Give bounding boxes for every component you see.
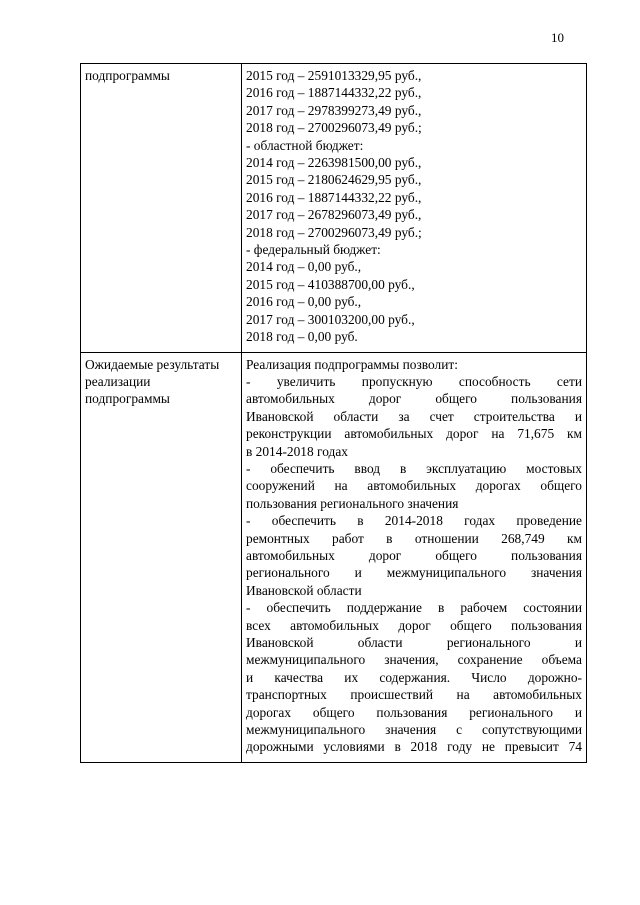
result-item-line: Ивановской области регионального и	[246, 635, 582, 650]
result-item-line: - обеспечить ввод в эксплуатацию мостовых	[246, 460, 582, 476]
result-item-line: сооружений на автомобильных дорогах общего	[246, 478, 582, 494]
table-row-expected-results	[81, 352, 587, 762]
page-number: 10	[551, 30, 564, 45]
result-item-line: транспортных происшествий на автомобильных	[246, 687, 582, 703]
result-item-line: всех автомобильных дорог общего пользования	[246, 617, 582, 633]
funding-line: 2017 год – 2978399273,49 руб.,	[246, 102, 422, 118]
result-item-line: Ивановской области за счет строительства и	[246, 408, 582, 424]
row-label-cell	[81, 352, 242, 762]
row-label: Ожидаемые результаты	[85, 356, 220, 372]
result-item-line: дорогах общего пользования регионального и	[246, 704, 582, 720]
result-item-line: - обеспечить поддержание в рабочем состоянии	[246, 600, 582, 616]
table-row-funding	[81, 64, 587, 353]
funding-line: - областной бюджет:	[246, 137, 364, 153]
result-item-line: дорожными условиями в 2018 году не превысит 74	[246, 739, 582, 755]
result-item-line: автомобильных дорог общего пользования	[246, 391, 582, 407]
result-item-line: межмуниципального значения с сопутствующими	[246, 722, 582, 738]
result-item-line: регионального и межмуниципального значения	[246, 565, 582, 581]
row-label-cell	[81, 64, 242, 353]
result-item-line: ремонтных работ в отношении 268,749 км	[246, 530, 582, 546]
funding-line: 2016 год – 0,00 руб.,	[246, 294, 362, 310]
funding-line: 2015 год – 410388700,00 руб.,	[246, 276, 415, 292]
funding-line: 2014 год – 0,00 руб.,	[246, 259, 362, 275]
result-item-line: - обеспечить в 2014-2018 годах проведение	[246, 513, 582, 529]
funding-line: 2018 год – 0,00 руб.	[246, 329, 358, 345]
program-passport-table	[80, 63, 587, 763]
row-label: реализации	[85, 373, 151, 389]
row-label: подпрограммы	[85, 68, 170, 83]
funding-line: 2017 год – 300103200,00 руб.,	[246, 311, 415, 327]
result-item-line: Ивановской области	[246, 582, 362, 598]
funding-line: 2018 год – 2700296073,49 руб.;	[246, 120, 422, 136]
row-label: подпрограммы	[85, 391, 170, 407]
funding-line: 2016 год – 1887144332,22 руб.,	[246, 189, 422, 205]
funding-line: 2014 год – 2263981500,00 руб.,	[246, 155, 422, 171]
result-item-line: и качества их содержания. Число дорожно-	[246, 669, 582, 685]
funding-line: 2016 год – 1887144332,22 руб.,	[246, 85, 422, 101]
funding-line: - федеральный бюджет:	[246, 242, 381, 258]
result-item-line: межмуниципального значения, сохранение объема	[246, 652, 582, 668]
result-item-line: реконструкции автомобильных дорог на 71,675 км	[246, 426, 582, 442]
funding-line: 2015 год – 2591013329,95 руб.,	[246, 68, 422, 83]
funding-line: 2018 год – 2700296073,49 руб.;	[246, 224, 422, 240]
result-item-line: автомобильных дорог общего пользования	[246, 547, 582, 563]
expected-results-cell	[242, 352, 587, 762]
funding-line: 2015 год – 2180624629,95 руб.,	[246, 172, 422, 188]
results-intro: Реализация подпрограммы позволит:	[246, 356, 458, 372]
funding-details-cell	[242, 64, 587, 353]
funding-line: 2017 год – 2678296073,49 руб.,	[246, 207, 422, 223]
result-item-line: в 2014-2018 годах	[246, 443, 348, 459]
result-item-line: - увеличить пропускную способность сети	[246, 373, 582, 389]
result-item-line: пользования регионального значения	[246, 495, 459, 511]
